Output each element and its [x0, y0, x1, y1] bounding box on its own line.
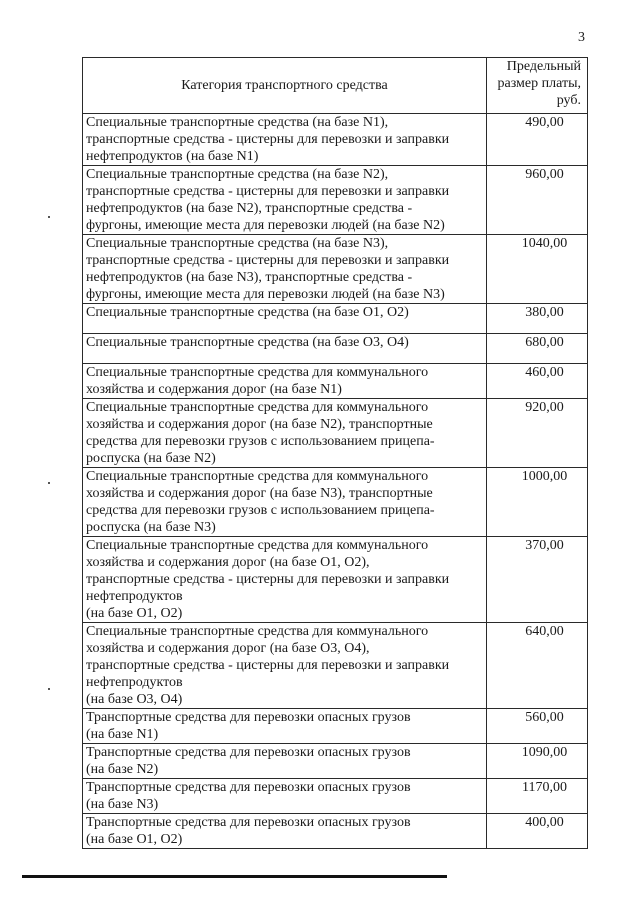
- row-fee: 400,00: [487, 814, 588, 849]
- table-row: [83, 114, 588, 166]
- row-category: Транспортные средства для перевозки опасных грузов (на базе O1, O2): [83, 814, 487, 849]
- bottom-rule: [22, 875, 447, 878]
- header-category: Категория транспортного средства: [83, 58, 487, 114]
- row-fee: 370,00: [487, 537, 588, 623]
- table-row: [83, 814, 588, 849]
- table-row: [83, 744, 588, 779]
- header-fee: Предельный размер платы, руб.: [487, 58, 588, 114]
- row-fee: 1090,00: [487, 744, 588, 779]
- row-category: Транспортные средства для перевозки опасных грузов (на базе N1): [83, 709, 487, 744]
- table-row: [83, 334, 588, 364]
- scan-speck: [48, 216, 50, 218]
- row-category: Специальные транспортные средства для коммунального хозяйства и содержания дорог (на базе N1): [83, 364, 487, 399]
- row-fee: 960,00: [487, 166, 588, 235]
- table-row: [83, 537, 588, 623]
- row-category: Транспортные средства для перевозки опасных грузов (на базе N3): [83, 779, 487, 814]
- table-row: [83, 779, 588, 814]
- table-header-row: [83, 58, 588, 114]
- row-category: Специальные транспортные средства для коммунального хозяйства и содержания дорог (на базе O3, O4), транспортные средства - цистерны для перевозки и заправки нефтепродуктов (на базе O3, O4): [83, 623, 487, 709]
- row-category: Специальные транспортные средства (на базе N3), транспортные средства - цистерны для перевозки и заправки нефтепродуктов (на базе N3), транспортные средства - фургоны, имеющие места для перевозки людей (на базе N3): [83, 235, 487, 304]
- row-fee: 680,00: [487, 334, 588, 364]
- row-fee: 460,00: [487, 364, 588, 399]
- row-fee: 1040,00: [487, 235, 588, 304]
- row-category: Специальные транспортные средства (на базе N2), транспортные средства - цистерны для перевозки и заправки нефтепродуктов (на базе N2), транспортные средства - фургоны, имеющие места для перевозки людей (на базе N2): [83, 166, 487, 235]
- row-fee: 560,00: [487, 709, 588, 744]
- scan-speck: [48, 482, 50, 484]
- table-row: [83, 304, 588, 334]
- table-row: [83, 623, 588, 709]
- table-row: [83, 468, 588, 537]
- row-category: Специальные транспортные средства для коммунального хозяйства и содержания дорог (на базе N2), транспортные средства для перевозки грузов с использованием прицепа- роспуска (на базе N2): [83, 399, 487, 468]
- row-fee: 490,00: [487, 114, 588, 166]
- row-category: Специальные транспортные средства (на базе O3, O4): [83, 334, 487, 364]
- row-category: Специальные транспортные средства для коммунального хозяйства и содержания дорог (на базе N3), транспортные средства для перевозки грузов с использованием прицепа- роспуска (на базе N3): [83, 468, 487, 537]
- table-row: [83, 235, 588, 304]
- table-row: [83, 166, 588, 235]
- row-fee: 1170,00: [487, 779, 588, 814]
- row-category: Специальные транспортные средства (на базе N1), транспортные средства - цистерны для перевозки и заправки нефтепродуктов (на базе N1): [83, 114, 487, 166]
- table-row: [83, 399, 588, 468]
- row-fee: 640,00: [487, 623, 588, 709]
- table-row: [83, 364, 588, 399]
- row-category: Транспортные средства для перевозки опасных грузов (на базе N2): [83, 744, 487, 779]
- page-number: 3: [578, 30, 585, 45]
- row-fee: 1000,00: [487, 468, 588, 537]
- row-category: Специальные транспортные средства для коммунального хозяйства и содержания дорог (на базе O1, O2), транспортные средства - цистерны для перевозки и заправки нефтепродуктов (на базе O1, O2): [83, 537, 487, 623]
- table-row: [83, 709, 588, 744]
- fee-table: [82, 57, 588, 849]
- row-category: Специальные транспортные средства (на базе O1, O2): [83, 304, 487, 334]
- scan-speck: [48, 688, 50, 690]
- row-fee: 920,00: [487, 399, 588, 468]
- row-fee: 380,00: [487, 304, 588, 334]
